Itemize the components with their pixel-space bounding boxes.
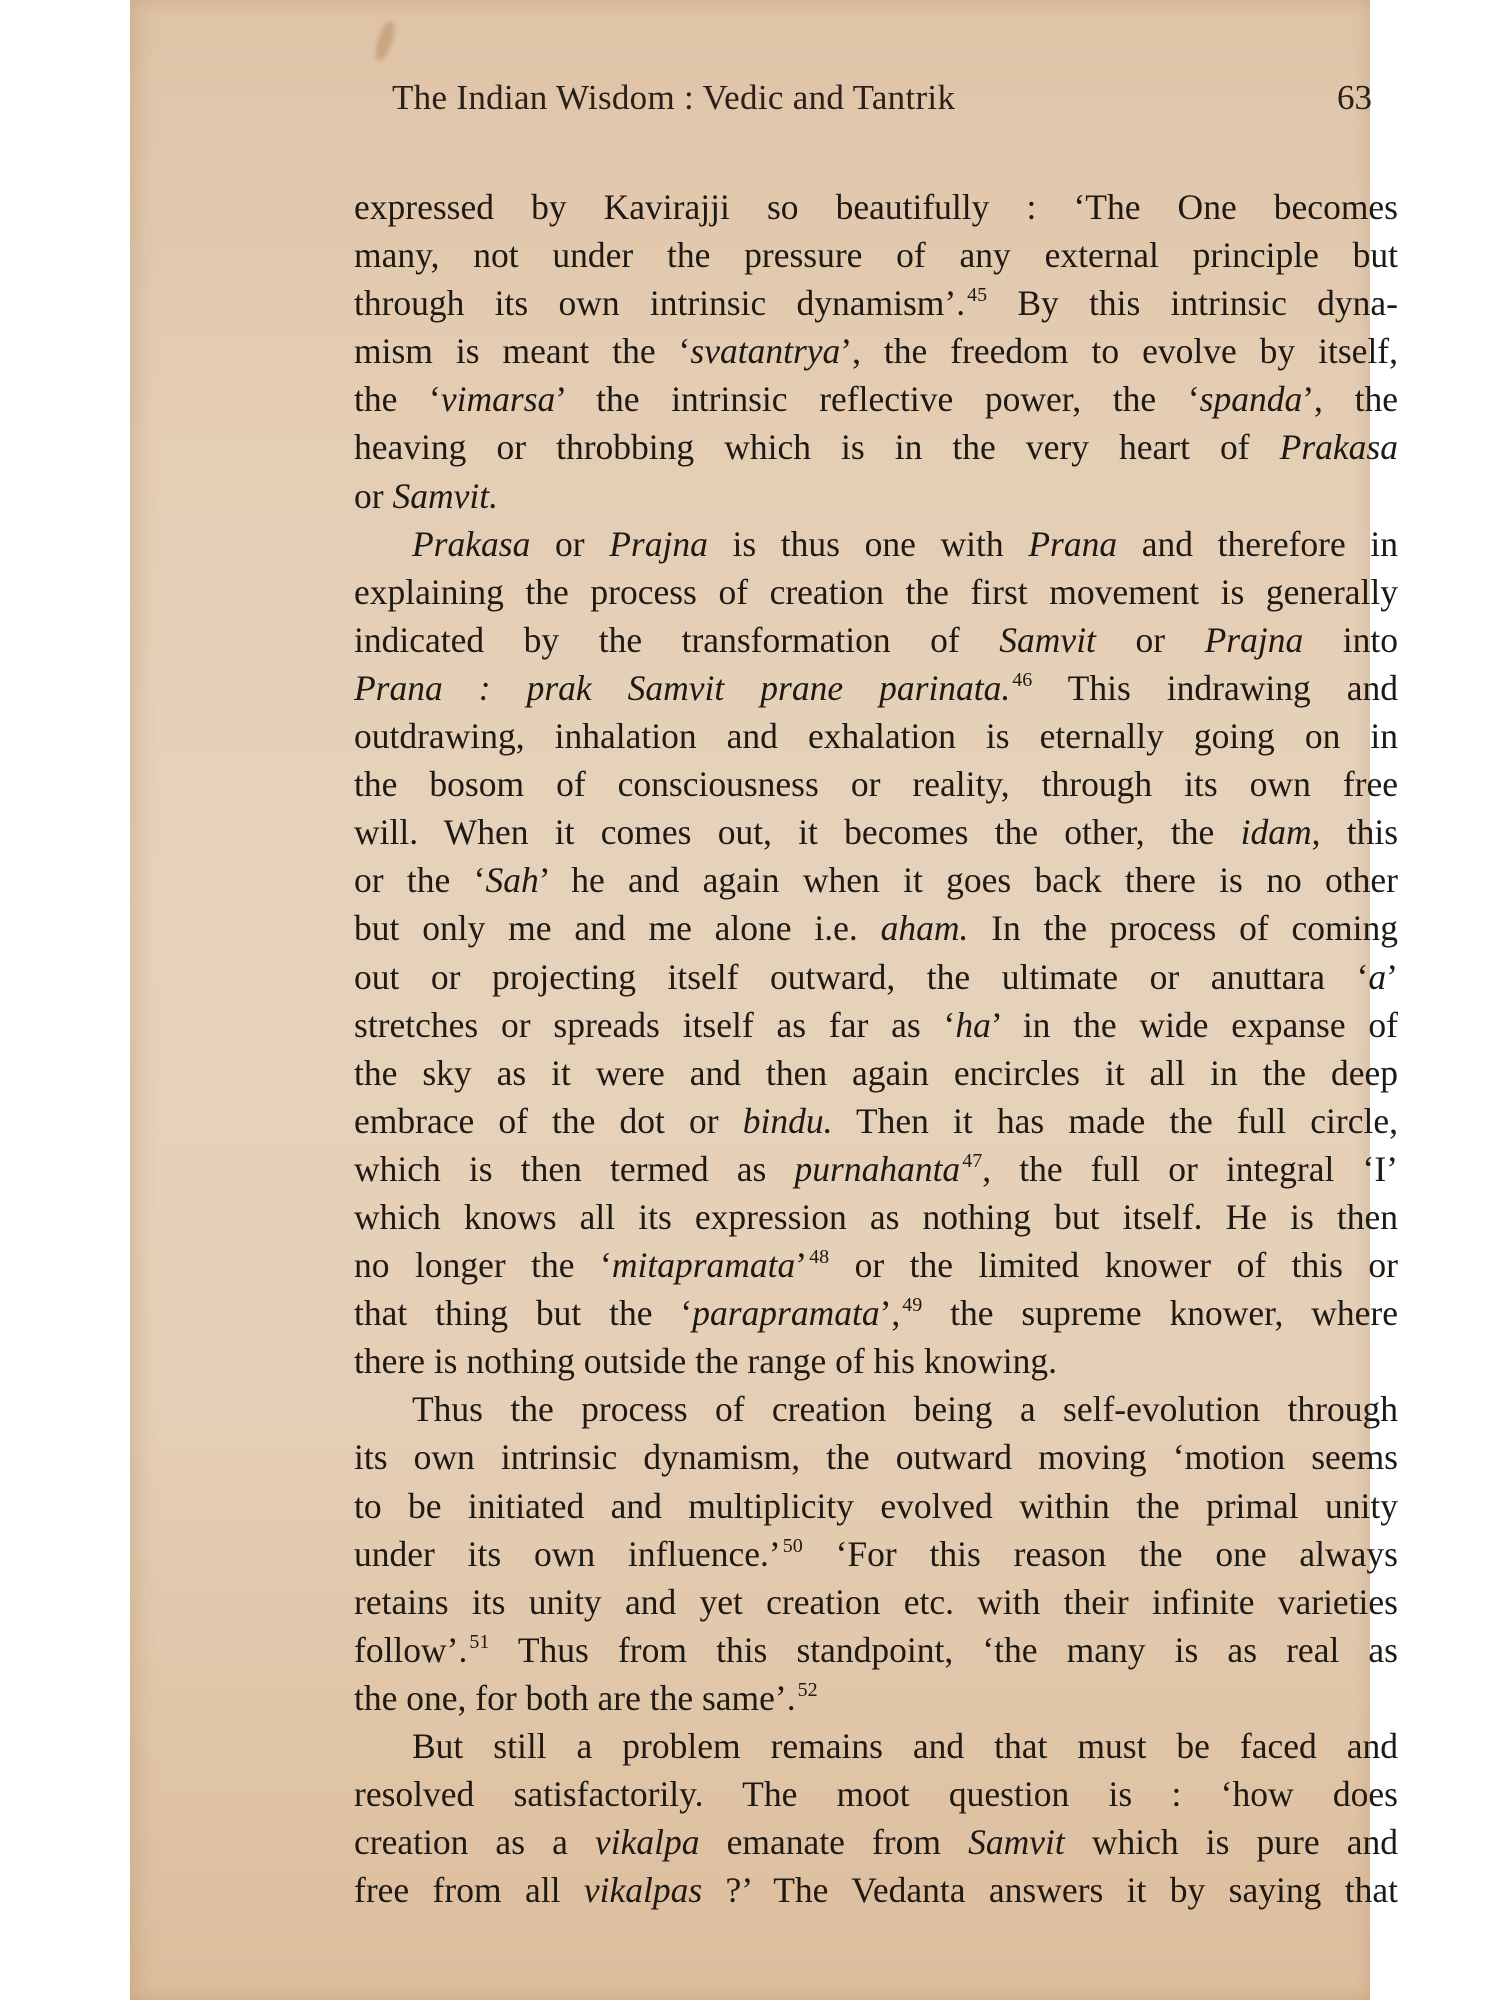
- text-line: [354, 1289, 1398, 1337]
- italic-term: Prana: [1028, 523, 1118, 564]
- italic-term: a: [1368, 956, 1387, 997]
- italic-term: Samvit: [968, 1822, 1065, 1863]
- text-line: [354, 1482, 1398, 1530]
- text-segment: under its own influence.’: [354, 1533, 781, 1574]
- paragraph-first-line: [354, 520, 1398, 568]
- text-segment: no longer the ‘: [354, 1245, 612, 1286]
- text-line: [354, 808, 1398, 856]
- text-segment: creation as a: [354, 1822, 595, 1863]
- italic-term: Sah: [485, 860, 539, 901]
- text-line: [354, 1337, 1398, 1385]
- text-line: [354, 712, 1398, 760]
- text-segment: heaving or throbbing which is in the very heart of: [354, 427, 1280, 468]
- text-segment: or the ‘: [354, 860, 486, 901]
- text-segment: or: [354, 475, 393, 516]
- text-segment: This indrawing and: [1032, 667, 1398, 708]
- text-segment: In the process of coming: [968, 908, 1399, 949]
- text-line: [354, 1001, 1398, 1049]
- text-segment: ‘For this reason the one always: [802, 1533, 1398, 1574]
- text-segment: Then it has made the full circle,: [832, 1100, 1398, 1141]
- italic-term: mitapramata: [611, 1245, 796, 1286]
- text-segment: ’ the intrinsic reflective power, the ‘: [555, 379, 1200, 420]
- text-line: [354, 327, 1398, 375]
- paragraph-first-line: [354, 1722, 1398, 1770]
- italic-term: Samvit.: [392, 475, 498, 516]
- text-segment: which is then termed as: [354, 1148, 795, 1189]
- text-line: [354, 279, 1398, 327]
- footnote-marker: 48: [809, 1246, 830, 1269]
- book-page: [130, 0, 1399, 2000]
- italic-term: svatantrya: [690, 331, 841, 372]
- text-line: [354, 953, 1398, 1001]
- text-segment: retains its unity and yet creation etc. with their infinite varieties: [354, 1581, 1398, 1622]
- text-line: [354, 1578, 1398, 1626]
- text-segment: the one, for both are the same’.: [354, 1677, 796, 1718]
- text-segment: or: [1095, 619, 1205, 660]
- text-line: [354, 568, 1398, 616]
- italic-term: purnahanta: [794, 1148, 961, 1189]
- text-segment: Thus the process of creation being a self-evolution through: [412, 1389, 1398, 1430]
- text-line: [354, 1530, 1398, 1578]
- text-line: [354, 1674, 1398, 1722]
- text-segment: will. When it comes out, it becomes the other, the: [354, 812, 1241, 853]
- text-segment: the ‘: [354, 379, 441, 420]
- text-segment: ’ he and again when it goes back there is no other: [538, 860, 1398, 901]
- text-line: [354, 760, 1398, 808]
- text-line: [354, 1818, 1398, 1866]
- text-segment: stretches or spreads itself as far as ‘: [354, 1004, 956, 1045]
- text-line: [354, 616, 1398, 664]
- text-segment: ’: [795, 1245, 808, 1286]
- footnote-marker: 46: [1012, 668, 1033, 691]
- footnote-marker: 49: [902, 1294, 923, 1317]
- text-segment: which is pure and: [1064, 1822, 1398, 1863]
- paragraph-first-line: [354, 1385, 1398, 1433]
- text-segment: ’,: [879, 1293, 901, 1334]
- text-line: [354, 1193, 1398, 1241]
- text-segment: is thus one with: [707, 523, 1029, 564]
- italic-term: Prajna: [609, 523, 708, 564]
- text-line: [354, 664, 1398, 712]
- text-line: [354, 1433, 1398, 1481]
- text-segment: embrace of the dot or: [354, 1100, 743, 1141]
- italic-term: aham.: [880, 908, 969, 949]
- text-segment: outdrawing, inhalation and exhalation is eternally going on in: [354, 716, 1398, 757]
- text-line: [354, 1626, 1398, 1674]
- text-segment: emanate from: [699, 1822, 969, 1863]
- text-segment: indicated by the transformation of: [354, 619, 1000, 660]
- footnote-marker: 50: [782, 1534, 803, 1557]
- text-line: [354, 375, 1398, 423]
- text-segment: , the full or integral ‘I’: [982, 1148, 1398, 1189]
- text-segment: follow’.: [354, 1629, 468, 1670]
- italic-term: vimarsa: [440, 379, 556, 420]
- italic-term: Samvit: [999, 619, 1096, 660]
- italic-term: bindu.: [742, 1100, 833, 1141]
- text-segment: expressed by Kavirajji so beautifully : ‘The One becomes: [354, 187, 1398, 227]
- text-line: [354, 1770, 1398, 1818]
- text-segment: the supreme knower, where: [922, 1293, 1399, 1334]
- text-segment: many, not under the pressure of any external principle but: [354, 235, 1398, 276]
- text-segment: the sky as it were and then again encircles it all in the deep: [354, 1052, 1398, 1093]
- text-line: [354, 1097, 1398, 1145]
- text-segment: Thus from this standpoint, ‘the many is as real as: [489, 1629, 1398, 1670]
- text-line: [354, 1866, 1398, 1914]
- text-segment: but only me and me alone i.e.: [354, 908, 881, 949]
- text-segment: ’, the: [1302, 379, 1398, 420]
- footnote-marker: 45: [967, 284, 988, 307]
- text-segment: or the limited knower of this or: [829, 1245, 1398, 1286]
- text-segment: free from all: [354, 1870, 584, 1911]
- text-segment: ’ in the wide expanse of: [990, 1004, 1398, 1045]
- italic-term: spanda: [1199, 379, 1303, 420]
- body-text: [354, 183, 1398, 1914]
- text-line: [354, 472, 1398, 520]
- text-segment: which knows all its expression as nothing but itself. He is then: [354, 1196, 1398, 1237]
- text-segment: ’: [1386, 956, 1398, 997]
- paper-stain: [372, 19, 398, 63]
- text-segment: and therefore in: [1117, 523, 1398, 564]
- chapter-title: The Indian Wisdom : Vedic and Tantrik: [392, 78, 956, 117]
- italic-term: Prajna: [1204, 619, 1304, 660]
- italic-term: ha: [955, 1004, 991, 1045]
- text-segment: resolved satisfactorily. The moot question is : ‘how does: [354, 1774, 1398, 1815]
- running-header: [392, 78, 1372, 122]
- footnote-marker: 52: [797, 1678, 818, 1701]
- text-segment: to be initiated and multiplicity evolved within the primal unity: [354, 1485, 1398, 1526]
- text-segment: mism is meant the ‘: [354, 331, 691, 372]
- text-segment: into: [1303, 619, 1398, 660]
- text-segment: ’, the freedom to evolve by itself,: [840, 331, 1399, 372]
- text-segment: through its own intrinsic dynamism’.: [354, 283, 966, 324]
- text-segment: there is nothing outside the range of his knowing.: [354, 1341, 1057, 1382]
- text-segment: ?’ The Vedanta answers it by saying that: [702, 1870, 1398, 1911]
- italic-term: Prakasa: [412, 523, 531, 564]
- italic-term: parapramata: [692, 1293, 880, 1334]
- text-segment: But still a problem remains and that must be faced and: [412, 1726, 1398, 1766]
- footnote-marker: 51: [469, 1630, 490, 1653]
- text-segment: , this: [1311, 812, 1399, 853]
- text-segment: or: [530, 523, 610, 564]
- italic-term: vikalpas: [583, 1870, 703, 1911]
- text-line: [354, 231, 1398, 279]
- page-number: 63: [1337, 78, 1372, 117]
- footnote-marker: 47: [962, 1149, 983, 1172]
- text-line: [354, 1145, 1398, 1193]
- text-line: [354, 1049, 1398, 1097]
- italic-term: idam: [1240, 812, 1312, 853]
- text-segment: the bosom of consciousness or reality, through its own free: [354, 764, 1398, 805]
- text-segment: By this intrinsic dyna-: [987, 283, 1398, 324]
- text-segment: out or projecting itself outward, the ultimate or anuttara ‘: [354, 956, 1369, 997]
- italic-term: vikalpa: [595, 1822, 700, 1863]
- text-segment: explaining the process of creation the first movement is generally: [354, 571, 1398, 612]
- text-line: [354, 423, 1398, 471]
- text-line: [354, 856, 1398, 904]
- text-line: [354, 1241, 1398, 1289]
- italic-term: Prana : prak Samvit prane parinata.: [354, 667, 1011, 708]
- italic-term: Prakasa: [1279, 427, 1398, 468]
- text-line: [354, 904, 1398, 952]
- text-line: [354, 183, 1398, 231]
- text-segment: that thing but the ‘: [354, 1293, 693, 1334]
- text-segment: its own intrinsic dynamism, the outward moving ‘motion seems: [354, 1437, 1398, 1478]
